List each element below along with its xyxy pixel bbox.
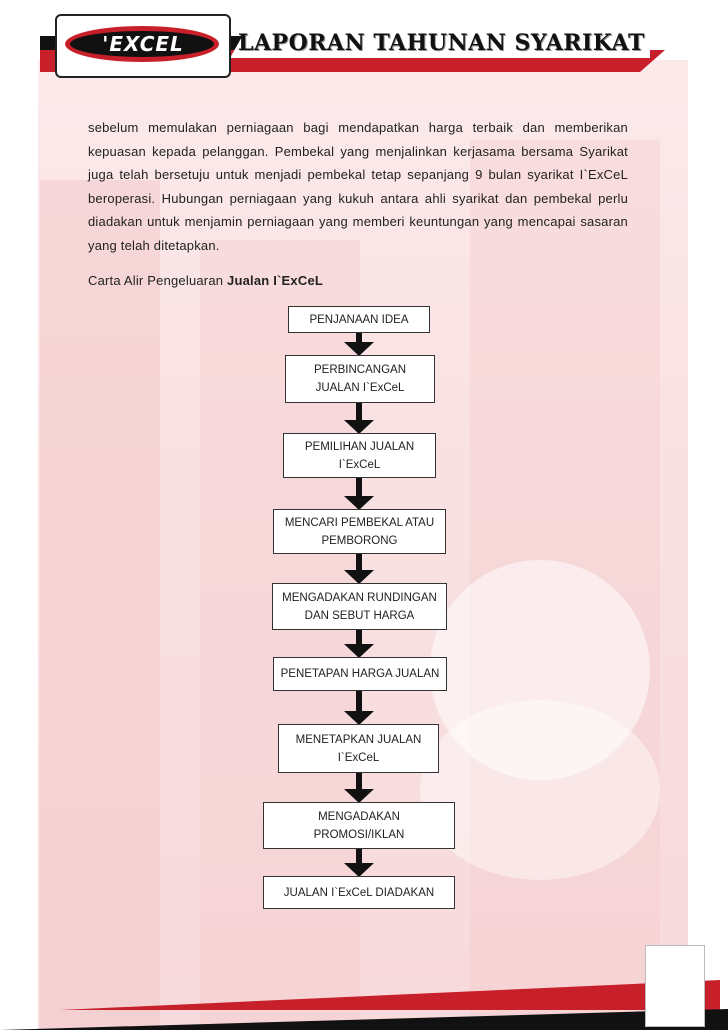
- flowchart-arrow: [344, 554, 374, 584]
- flowchart-step-line: PENJANAAN IDEA: [309, 313, 409, 326]
- flowchart-step: [273, 509, 446, 554]
- flowchart-step: [263, 802, 455, 849]
- flowchart-step: [288, 306, 430, 333]
- flowchart-arrow: [344, 403, 374, 434]
- flowchart-step: [263, 876, 455, 909]
- flowchart-step-line: I`ExCeL: [338, 458, 381, 471]
- flowchart-step-line: PEMILIHAN JUALAN: [304, 440, 415, 453]
- flowchart-step: [272, 583, 447, 630]
- flowchart-step-line: MENGADAKAN RUNDINGAN: [282, 591, 437, 604]
- flowchart-step-line: DAN SEBUT HARGA: [304, 609, 415, 622]
- flowchart-arrow: [344, 630, 374, 658]
- flowchart-arrow: [344, 849, 374, 877]
- flowchart-arrow: [344, 478, 374, 510]
- page-title: LAPORAN TAHUNAN SYARIKAT: [238, 30, 645, 56]
- caption-prefix: Carta Alir Pengeluaran: [88, 273, 228, 288]
- page-corner-box: [645, 945, 705, 1027]
- flowchart-step: [273, 657, 447, 691]
- logo-text: 'EXCEL: [102, 32, 184, 56]
- page-header: [0, 0, 728, 110]
- flowchart-step-line: PEMBORONG: [321, 534, 398, 547]
- caption-bold: Jualan I`ExCeL: [227, 273, 324, 288]
- flowchart-step-line: PERBINCANGAN: [313, 364, 407, 376]
- flowchart-step-line: JUALAN I`ExCeL: [315, 382, 405, 394]
- flowchart-caption: [88, 273, 323, 288]
- flowchart-step-line: JUALAN I`ExCeL DIADAKAN: [283, 886, 435, 899]
- background-building: [420, 700, 660, 880]
- flowchart-step-line: PENETAPAN HARGA JUALAN: [280, 668, 440, 680]
- flowchart-arrow: [344, 773, 374, 803]
- flowchart-step-line: MENETAPKAN JUALAN: [295, 733, 422, 746]
- flowchart-arrow: [344, 691, 374, 725]
- company-logo: [55, 14, 231, 78]
- flowchart-step-line: MENGADAKAN: [318, 810, 400, 823]
- flowchart-step-line: I`ExCeL: [337, 751, 380, 764]
- flowchart-step: [283, 433, 436, 478]
- body-paragraph: sebelum memulakan perniagaan bagi mendapatkan harga terbaik dan memberikan kepuasan kepada pelanggan. Pembekal yang menjalinkan kerjasama bersama Syarikat juga telah bersetuju untuk menjadi pembekal tetap sepanjang 9 bulan syarikat I`ExCeL beroperasi. Hubungan perniagaan yang kukuh antara ahli syarikat dan pembekal perlu diadakan untuk menjamin perniagaan yang memberi keuntungan yang mencapai sasaran yang telah ditetapkan.: [88, 120, 628, 253]
- flowchart-step-line: PROMOSI/IKLAN: [313, 828, 405, 841]
- flowchart-step: [285, 355, 435, 403]
- flowchart-step: [278, 724, 439, 773]
- background-building: [40, 180, 160, 1030]
- flowchart-step-line: MENCARI PEMBEKAL ATAU: [284, 516, 435, 529]
- flowchart-arrow: [344, 333, 374, 356]
